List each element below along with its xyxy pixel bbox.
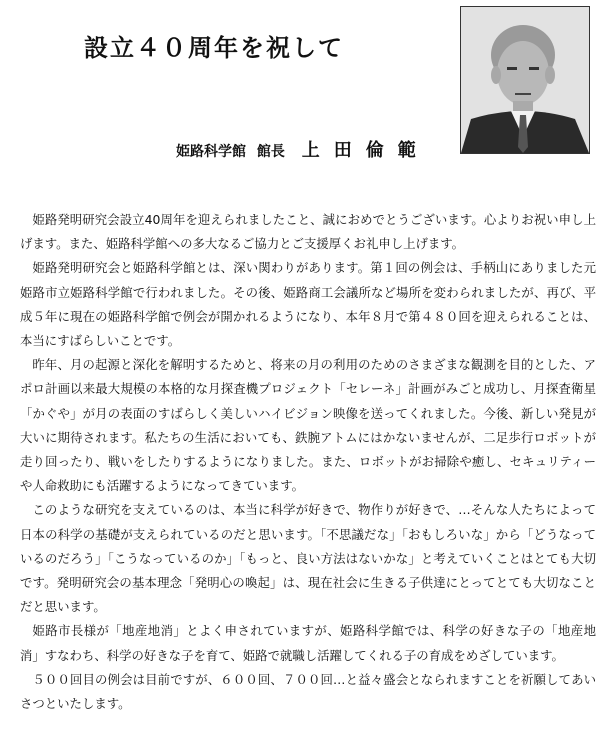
paragraph: 姫路発明研究会設立40周年を迎えられましたこと、誠におめでとうございます。心よりお祝い申し上げます。また、姫路科学館への多大なるご協力とご支援厚くお礼申し上げます。 xyxy=(20,212,596,252)
author-name: 上田倫範 xyxy=(301,140,430,161)
author-role: 館長 xyxy=(256,144,285,160)
paragraph: このような研究を支えているのは、本当に科学が好きで、物作りが好きで、…そんな人たちによって日本の科学の基礎が支えられているのだと思います。「不思議だな」「おもしろいな」から「どうなっているのだろう」「こうなっているのか」「もっと、良い方法はないかな」と考えていくことはとても大切です。発明研究会の基本理念「発明心の喚起」は、現在社会に生きる子供達にとってとても大切なことだと思います。 xyxy=(20,502,596,615)
paragraph: 昨年、月の起源と深化を解明するためと、将来の月の利用のためのさまざまな観測を目的とした、アポロ計画以来最大規模の本格的な月探査機プロジェクト「セレーネ」計画がみごと成功し、月探査衛星「かぐや」が月の表面のすばらしく美しいハイビジョン映像を送ってくれました。今後、新しい発見が大いに期待されます。私たちの生活においても、鉄腕アトムにはかないませんが、二足歩行ロボットが走り回ったり、戦いをしたりするようになりました。また、ロボットがお掃除や癒し、セキュリティーや人命救助にも活躍するようになってきています。 xyxy=(20,357,596,494)
portrait-photo xyxy=(460,6,590,154)
portrait-illustration xyxy=(461,7,589,153)
paragraph: 姫路市長様が「地産地消」とよく申されていますが、姫路科学館では、科学の好きな子の「地産地消」すなわち、科学の好きな子を育て、姫路で就職し活躍してくれる子の育成をめざしています。 xyxy=(20,623,596,663)
paragraph: 姫路発明研究会と姫路科学館とは、深い関わりがあります。第１回の例会は、手柄山にありました元姫路市立姫路科学館で行われました。その後、姫路商工会議所など場所を変わられましたが、再び、平成５年に現在の姫路科学館で例会が開かれるようになり、本年８月で第４８０回を迎えられることは、本当にすばらしいことです。 xyxy=(20,260,596,349)
author-line xyxy=(176,136,430,162)
article-body xyxy=(20,208,596,716)
paragraph: ５００回目の例会は目前ですが、６００回、７００回…と益々盛会となられますことを祈願してあいさつといたします。 xyxy=(20,671,596,712)
author-org: 姫路科学館 xyxy=(176,144,246,160)
page-title: 設立４０周年を祝して xyxy=(84,33,344,62)
